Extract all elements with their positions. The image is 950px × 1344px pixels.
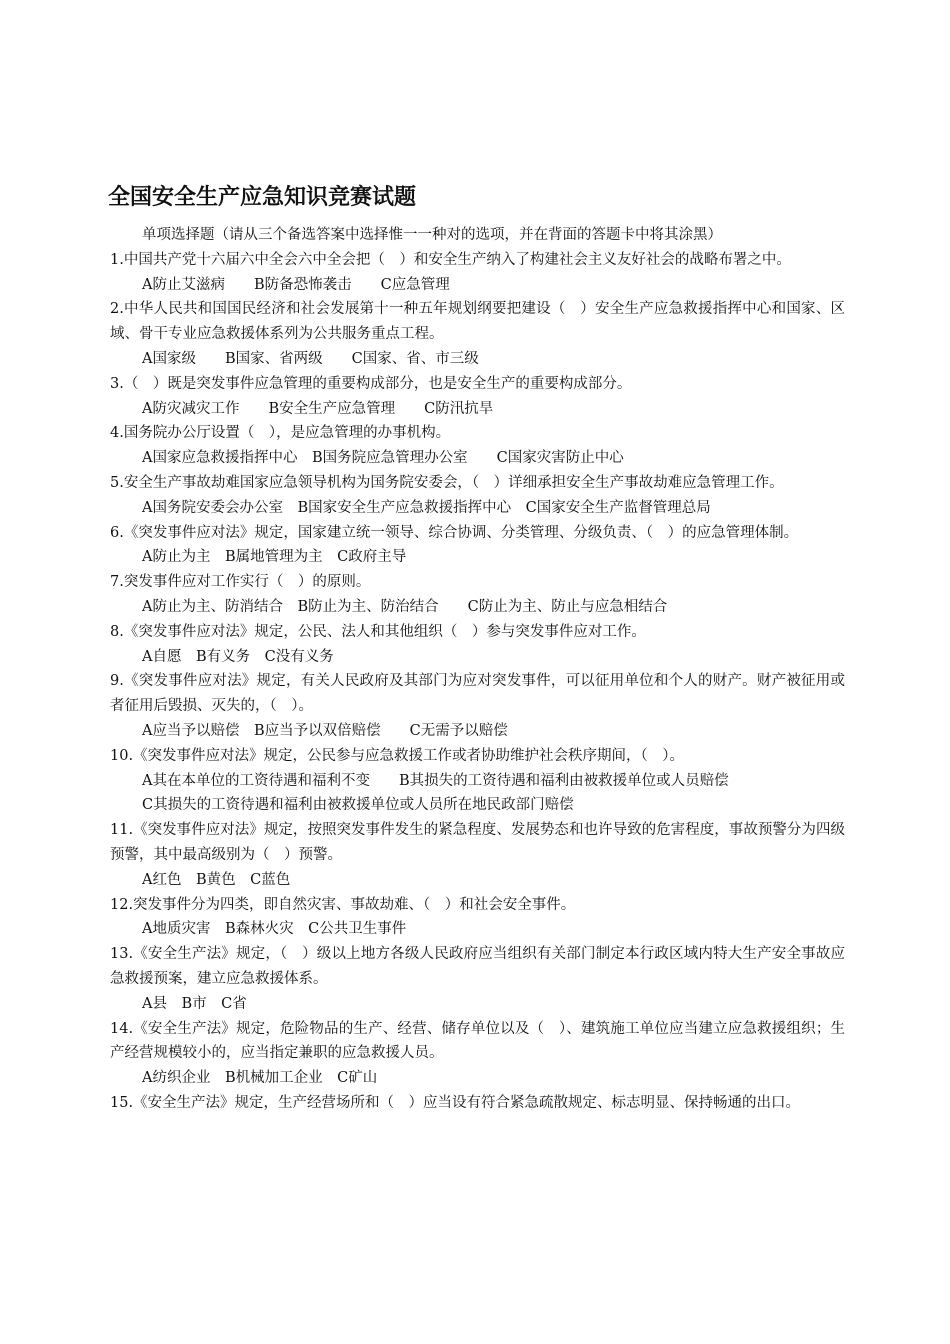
question-item <box>110 570 845 620</box>
question-item <box>110 521 845 571</box>
question-options: A地质灾害 B森林火灾 C公共卫生事件 <box>142 921 407 938</box>
question-options: A其在本单位的工资待遇和福利不变 B其损失的工资待遇和福利由被救援单位或人员赔偿 <box>142 772 729 789</box>
question-stem: 4.国务院办公厅设置（ ），是应急管理的办事机构。 <box>110 425 451 442</box>
question-stem: 2.中华人民共和国国民经济和社会发展第十一种五年规划纲要把建设（ ）安全生产应急救援指挥中心和国家、区域、骨干专业应急救援体系列为公共服务重点工程。 <box>110 301 845 343</box>
instructions: 单项选择题（请从三个备选答案中选择惟一一种对的选项，并在背面的答题卡中将其涂黑） <box>142 227 722 243</box>
question-stem: 10.《突发事件应对法》规定，公民参与应急救援工作或者协助维护社会秩序期间，（ ）。 <box>110 747 685 764</box>
question-stem: 14.《安全生产法》规定，危险物品的生产、经营、储存单位以及（ ）、建筑施工单位应当建立应急救援组织；生产经营规模较小的，应当指定兼职的应急救援人员。 <box>110 1020 845 1062</box>
question-options: A防止为主 B属地管理为主 C政府主导 <box>142 549 407 566</box>
question-item <box>110 471 845 521</box>
question-options: A自愿 B有义务 C没有义务 <box>142 648 334 665</box>
question-options: A防止为主、防消结合 B防止为主、防治结合 C防止为主、防止与应急相结合 <box>142 598 668 615</box>
question-stem: 5.安全生产事故劫难国家应急领导机构为国务院安委会，（ ）详细承担安全生产事故劫难应急管理工作。 <box>110 474 784 491</box>
question-stem: 13.《安全生产法》规定，（ ）级以上地方各级人民政府应当组织有关部门制定本行政区域内特大生产安全事故应急救援预案，建立应急救援体系。 <box>110 946 845 987</box>
question-item <box>110 744 845 818</box>
question-item <box>110 1017 845 1091</box>
question-item <box>110 421 845 471</box>
question-stem: 8.《突发事件应对法》规定，公民、法人和其他组织（ ）参与突发事件应对工作。 <box>110 623 646 640</box>
question-stem: 12.突发事件分为四类，即自然灾害、事故劫难、（ ）和社会安全事件。 <box>110 896 576 913</box>
question-list <box>110 223 845 1116</box>
question-stem: 9.《突发事件应对法》规定，有关人民政府及其部门为应对突发事件，可以征用单位和个人的财产。财产被征用或者征用后毁损、灭失的，（ ）。 <box>110 673 845 715</box>
question-options: A纺织企业 B机械加工企业 C矿山 <box>142 1070 378 1087</box>
question-options: A国家级 B国家、省两级 C国家、省、市三级 <box>142 350 479 367</box>
question-stem: 15.《安全生产法》规定，生产经营场所和（ ）应当设有符合紧急疏散规定、标志明显、保持畅通的出口。 <box>110 1094 801 1111</box>
question-item <box>110 372 845 422</box>
question-stem: 6.《突发事件应对法》规定，国家建立统一领导、综合协调、分类管理、分级负责、（ ）的应急管理体制。 <box>110 524 799 541</box>
question-options: A国家应急救援指挥中心 B国务院应急管理办公室 C国家灾害防止中心 <box>142 450 624 467</box>
question-item <box>110 942 845 1016</box>
question-stem: 7.突发事件应对工作实行（ ）的原则。 <box>110 574 371 591</box>
question-item <box>110 893 845 943</box>
question-item <box>110 297 845 371</box>
question-options: A防灾减灾工作 B安全生产应急管理 C防汛抗旱 <box>142 400 494 417</box>
question-item <box>110 620 845 670</box>
question-options: A县 B市 C省 <box>142 995 247 1012</box>
question-options: A国务院安委会办公室 B国家安全生产应急救援指挥中心 C国家安全生产监督管理总局 <box>142 499 711 516</box>
question-stem: 3.（ ）既是突发事件应急管理的重要构成部分，也是安全生产的重要构成部分。 <box>110 375 632 392</box>
question-item <box>110 1091 845 1116</box>
question-stem: 1.中国共产党十六届六中全会六中全会把（ ）和安全生产纳入了构建社会主义友好社会的战略布署之中。 <box>110 251 791 268</box>
question-options: C其损失的工资待遇和福利由被救援单位或人员所在地民政部门赔偿 <box>142 797 574 814</box>
question-stem: 11.《突发事件应对法》规定，按照突发事件发生的紧急程度、发展势态和也许导致的危害程度，事故预警分为四级预警，其中最高级别为（ ）预警。 <box>110 822 845 863</box>
document-title: 全国安全生产应急知识竞赛试题 <box>108 185 417 210</box>
question-options: A应当予以赔偿 B应当予以双倍赔偿 C无需予以赔偿 <box>142 722 508 739</box>
question-options: A防止艾滋病 B防备恐怖袭击 C应急管理 <box>142 276 450 293</box>
question-item <box>110 248 845 298</box>
question-item <box>110 818 845 892</box>
question-options: A红色 B黄色 C蓝色 <box>142 871 291 888</box>
questions-container <box>110 248 845 1116</box>
question-item <box>110 669 845 743</box>
